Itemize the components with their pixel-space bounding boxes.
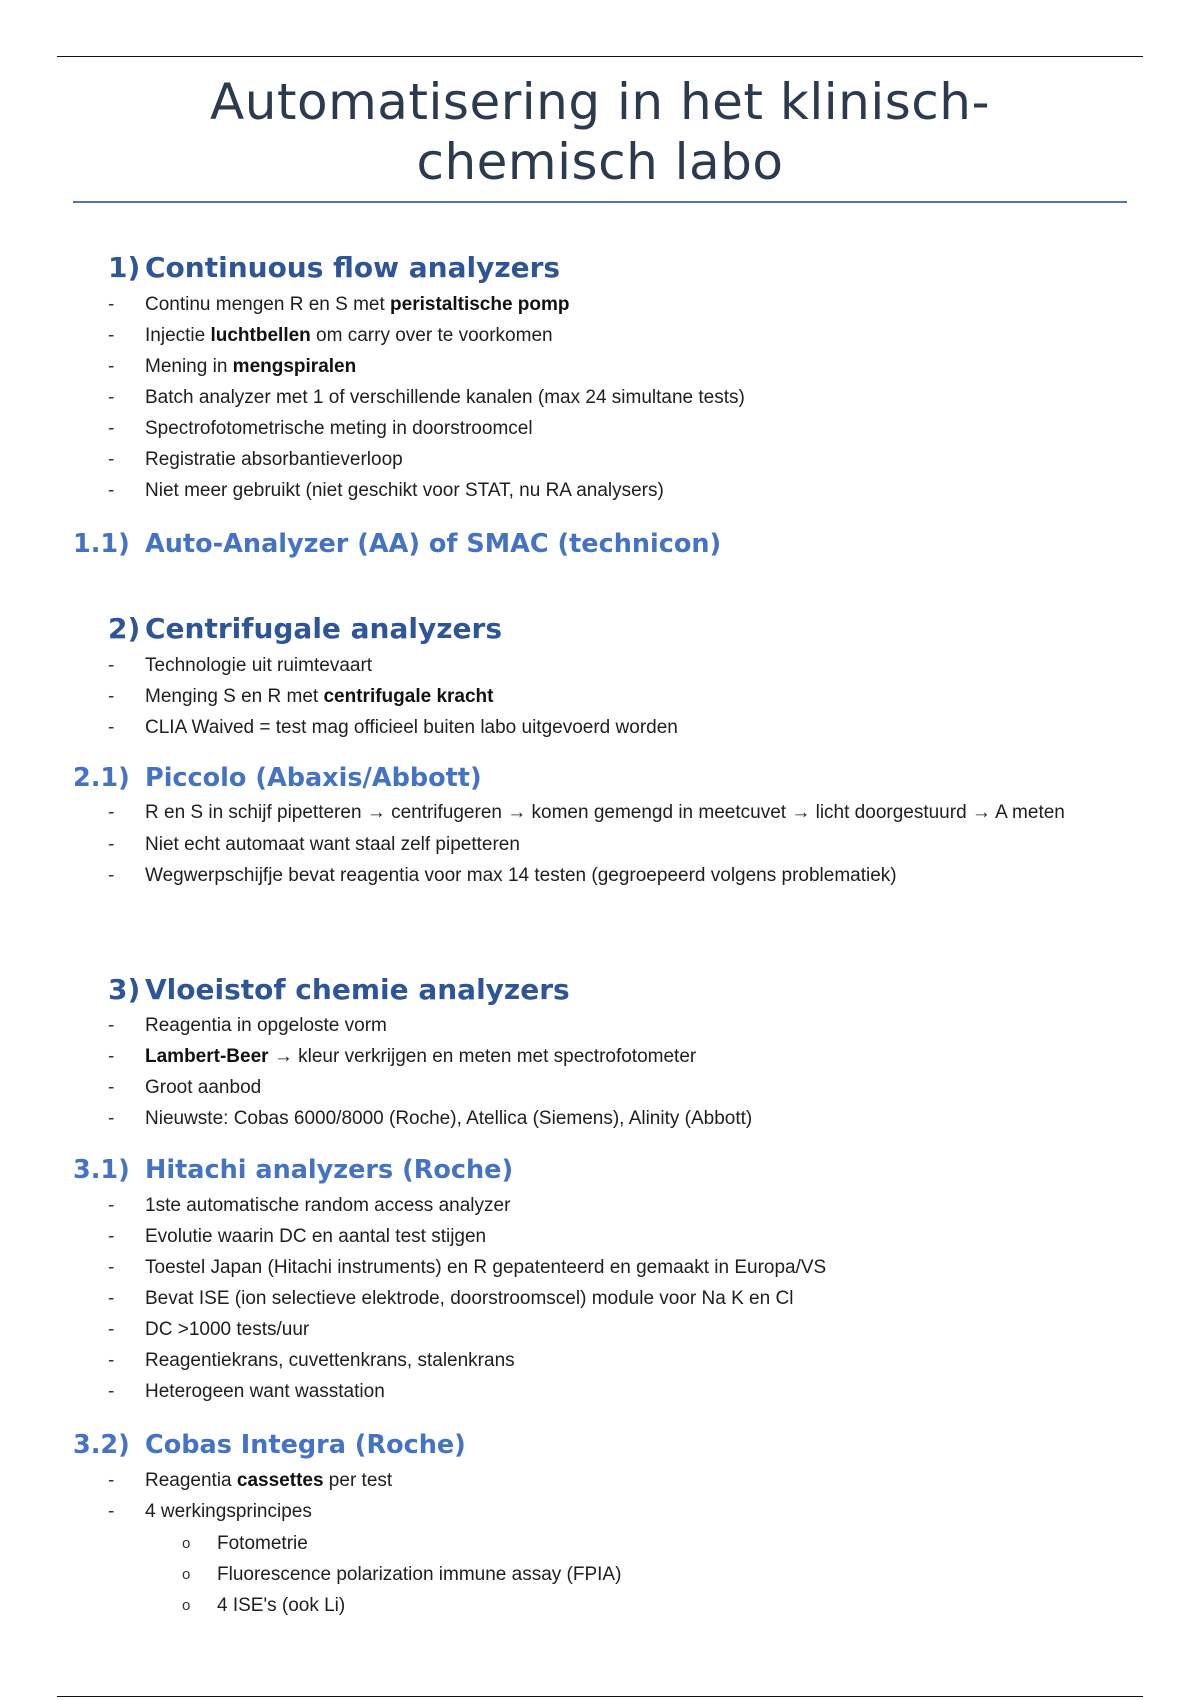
sublist-section-3-2: [0, 1528, 1200, 1621]
page-title: [73, 72, 1127, 192]
list-item: - Niet echt automaat want staal zelf pipetteren: [108, 834, 520, 855]
bottom-border: [57, 1696, 1143, 1697]
list-item: - Reagentiekrans, cuvettenkrans, stalenkrans: [108, 1350, 515, 1371]
list-item: - Mening in mengspiralen: [108, 356, 357, 377]
heading-section-2-1: 2.1) Piccolo (Abaxis/Abbott): [73, 763, 482, 793]
list-item: - Groot aanbod: [108, 1077, 262, 1098]
list-item: - Technologie uit ruimtevaart: [108, 655, 373, 676]
heading-section-1: 1) Continuous flow analyzers: [108, 251, 561, 284]
heading-section-2: 2) Centrifugale analyzers: [108, 612, 502, 645]
list-section-2: [0, 650, 1200, 743]
heading-section-3-1: 3.1) Hitachi analyzers (Roche): [73, 1155, 514, 1185]
heading-section-3-2: 3.2) Cobas Integra (Roche): [73, 1430, 466, 1460]
sub-list-item: o 4 ISE's (ook Li): [182, 1595, 346, 1616]
list-item: - 1ste automatische random access analyzer: [108, 1195, 511, 1216]
list-item: - Evolutie waarin DC en aantal test stijgen: [108, 1226, 487, 1247]
list-section-2-1: [0, 797, 1200, 891]
list-item: - Lambert-Beer → kleur verkrijgen en meten met spectrofotometer: [108, 1046, 697, 1067]
title-underline: [73, 201, 1127, 203]
heading-section-1-1: 1.1) Auto-Analyzer (AA) of SMAC (technicon): [73, 529, 722, 559]
list-section-3-2: [0, 1465, 1200, 1527]
list-item: - Reagentia in opgeloste vorm: [108, 1015, 387, 1036]
list-item: - Continu mengen R en S met peristaltische pomp: [108, 294, 570, 315]
list-item: - Spectrofotometrische meting in doorstroomcel: [108, 418, 533, 439]
list-section-3: [0, 1010, 1200, 1134]
list-item: - Batch analyzer met 1 of verschillende kanalen (max 24 simultane tests): [108, 387, 745, 408]
list-item: - Niet meer gebruikt (niet geschikt voor STAT, nu RA analysers): [108, 480, 664, 501]
heading-section-3: 3) Vloeistof chemie analyzers: [108, 973, 570, 1006]
list-item: - Injectie luchtbellen om carry over te voorkomen: [108, 325, 553, 346]
top-border: [57, 56, 1143, 57]
list-item: - Heterogeen want wasstation: [108, 1381, 385, 1402]
list-item: - Toestel Japan (Hitachi instruments) en R gepatenteerd en gemaakt in Europa/VS: [108, 1257, 827, 1278]
list-item: - CLIA Waived = test mag officieel buiten labo uitgevoerd worden: [108, 717, 678, 738]
list-item: - R en S in schijf pipetteren → centrifugeren → komen gemengd in meetcuvet → licht doorgestuurd → A meten: [108, 802, 1065, 823]
title-line-1: Automatisering in het klinisch-: [209, 73, 991, 131]
list-item: - Wegwerpschijfje bevat reagentia voor max 14 testen (gegroepeerd volgens problematiek): [108, 865, 897, 886]
list-section-1: [0, 289, 1200, 506]
list-item: - 4 werkingsprincipes: [108, 1501, 312, 1522]
list-item: - Bevat ISE (ion selectieve elektrode, doorstroomscel) module voor Na K en Cl: [108, 1288, 794, 1309]
sub-list-item: o Fluorescence polarization immune assay (FPIA): [182, 1564, 622, 1585]
list-item: - Reagentia cassettes per test: [108, 1470, 393, 1491]
list-item: - Registratie absorbantieverloop: [108, 449, 403, 470]
sub-list-item: o Fotometrie: [182, 1533, 308, 1554]
title-line-2: chemisch labo: [416, 133, 784, 191]
list-section-3-1: [0, 1190, 1200, 1407]
list-item: - DC >1000 tests/uur: [108, 1319, 310, 1340]
list-item: - Nieuwste: Cobas 6000/8000 (Roche), Atellica (Siemens), Alinity (Abbott): [108, 1108, 753, 1129]
list-item: - Menging S en R met centrifugale kracht: [108, 686, 494, 707]
